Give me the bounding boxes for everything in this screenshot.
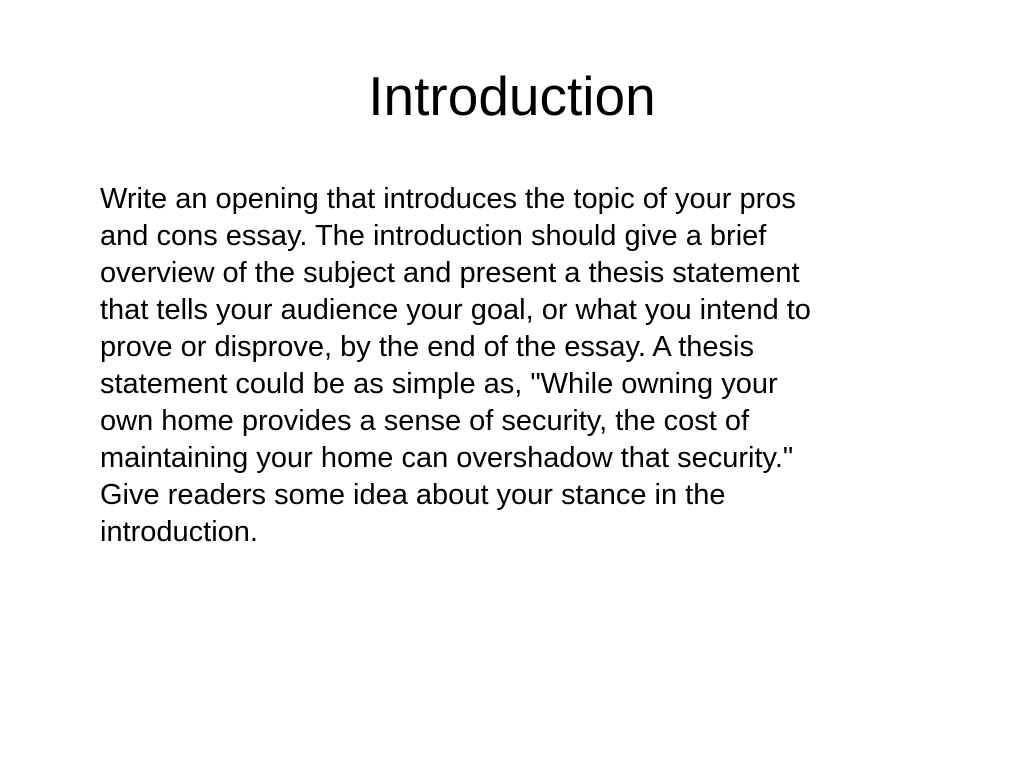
body-line: maintaining your home can overshadow that security."	[100, 442, 794, 474]
body-line: statement could be as simple as, "While owning your	[100, 368, 778, 400]
body-line: Give readers some idea about your stance in the	[100, 479, 726, 511]
body-line: overview of the subject and present a thesis statement	[100, 257, 800, 289]
body-line: Write an opening that introduces the topic of your pros	[100, 183, 796, 215]
body-line: that tells your audience your goal, or what you intend to	[100, 294, 811, 326]
slide-body-text	[100, 181, 950, 551]
body-line: prove or disprove, by the end of the essay. A thesis	[100, 331, 754, 363]
body-line: introduction.	[100, 516, 258, 548]
body-line: own home provides a sense of security, the cost of	[100, 405, 750, 437]
slide-title: Introduction	[368, 65, 656, 127]
body-line: and cons essay. The introduction should give a brief	[100, 220, 767, 252]
